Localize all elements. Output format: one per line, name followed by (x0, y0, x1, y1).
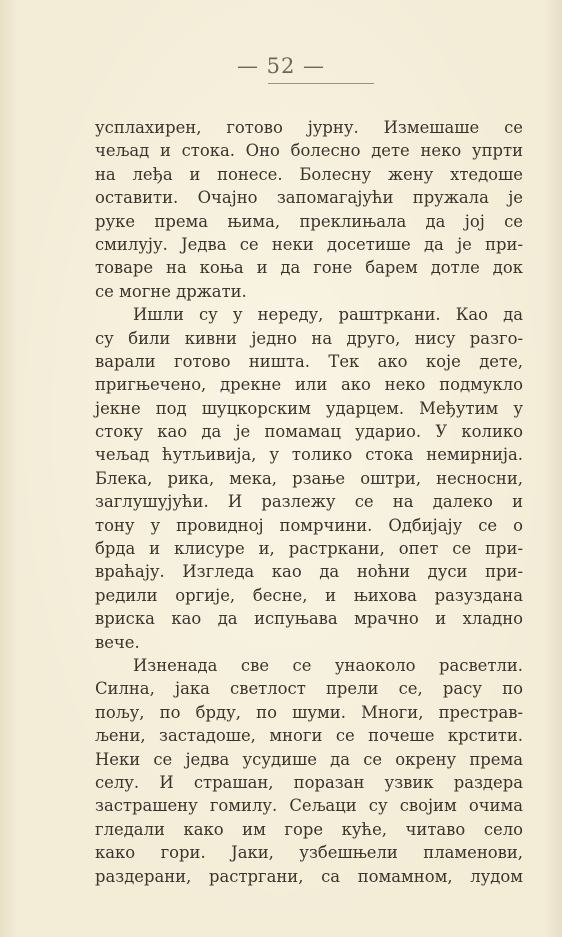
text-line: застрашену гомилу. Сељаци су својим очима (95, 796, 523, 816)
page-number-header: — 52 — (236, 54, 326, 78)
text-line: Ишли су у нереду, раштркани. Као да (133, 305, 523, 325)
text-line: како гори. Јаки, узбешњели пламенови, (95, 843, 523, 863)
text-line: Силна, јака светлост прели се, расу по (95, 679, 523, 699)
text-line: варали готово ништа. Тек ако које дете, (95, 351, 523, 371)
text-line: на леђа и понесе. Болесну жену хтедоше (95, 164, 523, 184)
text-line: су били кивни једно на друго, нису разго- (95, 328, 523, 348)
text-line: пољу, по брду, по шуми. Многи, престрав- (95, 702, 523, 722)
text-line: Изненада све се унаоколо расветли. (133, 655, 523, 675)
text-line: заглушујући. И разлежу се на далеко и (95, 492, 523, 512)
text-line: Неки се једва усудише да се окрену према (95, 749, 523, 769)
body-text (95, 116, 523, 888)
text-line: се могне држати. (95, 281, 247, 301)
text-line: Блека, рика, мека, рзање оштри, несносни, (95, 468, 523, 488)
text-line: стоку као да је помамац ударио. У колико (95, 422, 523, 442)
text-line: враћају. Изгледа као да ноћни дуси при- (95, 562, 523, 582)
text-line: товаре на коња и да гоне барем дотле док (95, 258, 523, 278)
text-line: селу. И страшан, поразан узвик раздера (95, 772, 523, 792)
text-line: усплахирен, готово јурну. Измешаше се (95, 118, 523, 137)
text-line: смилују. Једва се неки досетише да је при- (95, 234, 523, 254)
text-line: јекне под шуцкорским ударцем. Међутим у (95, 398, 523, 418)
text-line: пригњечено, дрекне или ако неко подмукло (95, 375, 523, 395)
text-line: чељад ћутљивија, у толико стока немирнија. (95, 445, 523, 465)
text-line: раздерани, растргани, са помамном, лудом (95, 866, 523, 886)
text-line: љени, застадоше, многи се почеше крстити. (95, 726, 523, 746)
text-line: редили оргије, бесне, и њихова разуздана (95, 585, 523, 605)
text-line: гледали како им горе куће, читаво село (95, 819, 523, 839)
text-line: тону у провидној помрчини. Одбијају се о (95, 515, 523, 535)
text-line: вече. (95, 632, 140, 652)
text-line: руке према њима, преклињала да јој се (95, 211, 523, 231)
header-rule (268, 83, 374, 84)
text-line: вриска као да испуњава мрачно и хладно (95, 609, 523, 629)
text-line: оставити. Очајно запомагајући пружала је (95, 188, 523, 208)
text-line: чељад и стока. Оно болесно дете неко упрти (95, 141, 523, 161)
text-line: брда и клисуре и, растркани, опет се при- (95, 539, 523, 559)
